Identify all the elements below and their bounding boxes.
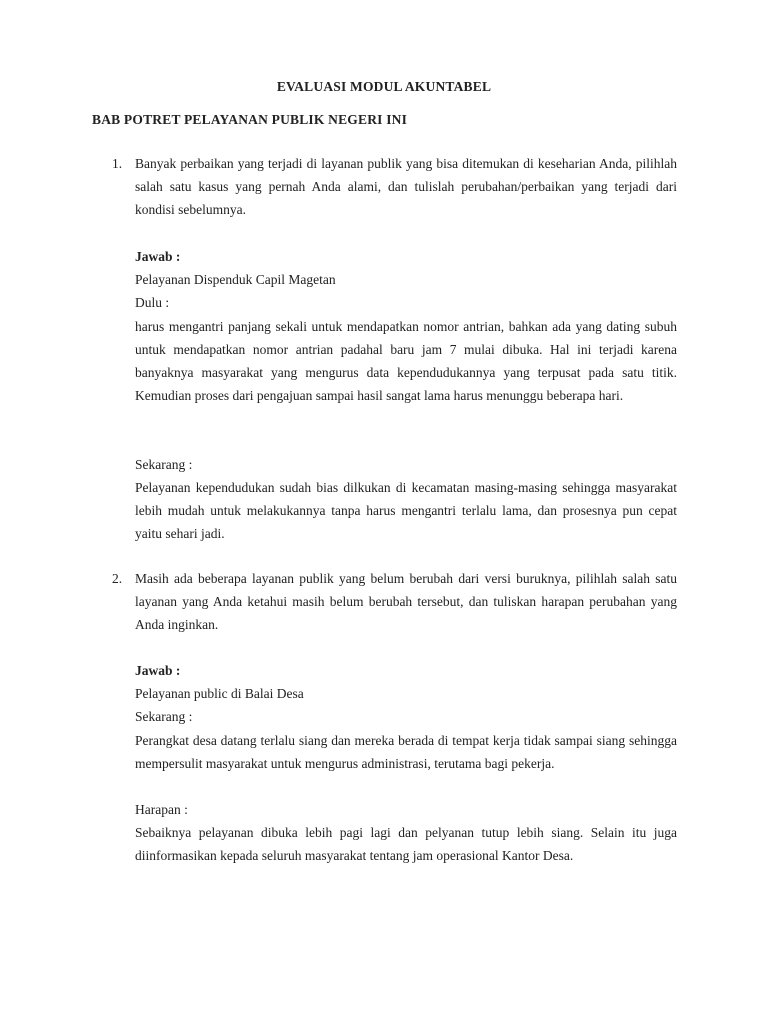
question-1-answer-label: Jawab : — [135, 249, 181, 264]
question-2-now-text: Perangkat desa datang terlalu siang dan mereka berada di tempat kerja tidak sampai siang sehingga mempersulit masyarakat untuk mengurus administrasi, terutama bagi pekerja. — [135, 733, 677, 771]
question-1-text: Banyak perbaikan yang terjadi di layanan publik yang bisa ditemukan di keseharian Anda, pilihlah salah satu kasus yang pernah Anda alami, dan tulislah perubahan/perbaikan yang terjadi dari kondisi sebelumnya. — [135, 156, 677, 217]
question-1-now-label: Sekarang : — [135, 457, 193, 472]
question-2-service: Pelayanan public di Balai Desa — [135, 686, 304, 701]
question-1-before-label: Dulu : — [135, 295, 170, 310]
question-2-text: Masih ada beberapa layanan publik yang belum berubah dari versi buruknya, pilihlah salah satu layanan yang Anda ketahui masih belum berubah tersebut, dan tuliskan harapan perubahan yang Anda inginkan. — [135, 571, 677, 632]
question-1-before-text: harus mengantri panjang sekali untuk mendapatkan nomor antrian, bahkan ada yang dating subuh untuk mendapatkan nomor antrian padahal baru jam 7 mulai dibuka. Hal ini terjadi karena banyaknya masyarakat yang mengurus data kependudukannya yang terpusat pada satu titik. Kemudian proses dari pengajuan sampai hasil sangat lama harus menunggu beberapa hari. — [135, 319, 677, 403]
question-2-number: 2. — [112, 571, 123, 586]
question-2-hope-text: Sebaiknya pelayanan dibuka lebih pagi lagi dan pelyanan tutup lebih siang. Selain itu juga diinformasikan kepada seluruh masyarakat tentang jam operasional Kantor Desa. — [135, 825, 677, 863]
question-1-service: Pelayanan Dispenduk Capil Magetan — [135, 272, 336, 287]
question-2-answer-label: Jawab : — [135, 663, 181, 678]
question-1-number: 1. — [112, 156, 123, 171]
question-1-now-text: Pelayanan kependudukan sudah bias dilkukan di kecamatan masing-masing sehingga masyarakat lebih mudah untuk melakukannya tanpa harus mengantri terlalu lama, dan prosesnya pun cepat yaitu sehari jadi. — [135, 480, 677, 541]
chapter-heading: BAB POTRET PELAYANAN PUBLIK NEGERI INI — [92, 112, 408, 127]
question-2-now-label: Sekarang : — [135, 709, 193, 724]
document-title: EVALUASI MODUL AKUNTABEL — [276, 79, 492, 94]
question-2-hope-label: Harapan : — [135, 802, 188, 817]
